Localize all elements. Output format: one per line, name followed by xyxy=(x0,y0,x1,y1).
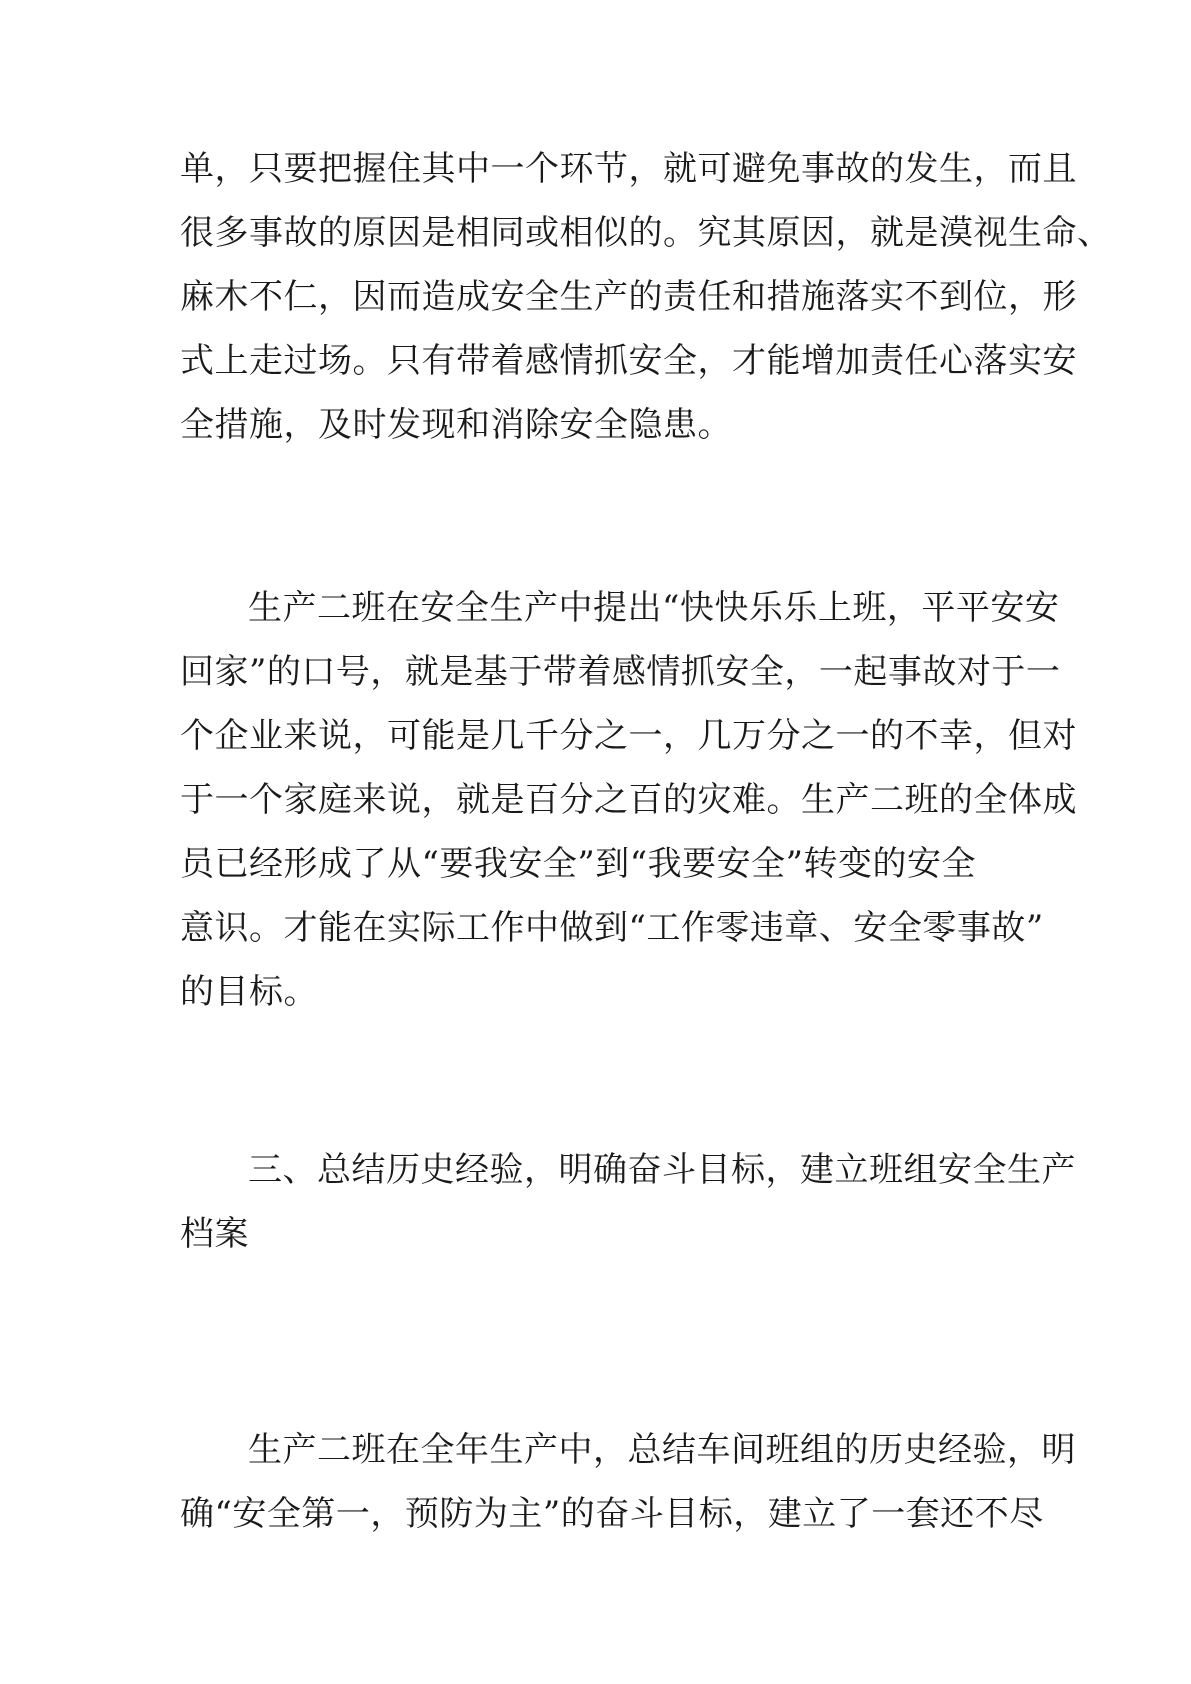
paragraph-continuation xyxy=(180,137,1112,457)
text-line: 确“安全第一，预防为主”的奋斗目标，建立了一套还不尽 xyxy=(180,1494,1044,1534)
heading-line: 档案 xyxy=(180,1214,249,1254)
heading-line: 三、总结历史经验，明确奋斗目标，建立班组安全生产 xyxy=(248,1150,1076,1190)
text-line: 生产二班在全年生产中，总结车间班组的历史经验，明 xyxy=(248,1430,1076,1470)
text-line: 于一个家庭来说，就是百分之百的灾难。生产二班的全体成 xyxy=(180,780,1077,820)
text-line: 麻木不仁，因而造成安全生产的责任和措施落实不到位，形 xyxy=(180,277,1077,317)
text-line: 回家”的口号，就是基于带着感情抓安全，一起事故对于一 xyxy=(180,652,1061,692)
paragraph-history xyxy=(180,1418,1076,1546)
section-heading xyxy=(180,1138,1076,1266)
text-line: 全措施，及时发现和消除安全隐患。 xyxy=(180,405,732,445)
text-line: 很多事故的原因是相同或相似的。究其原因，就是漠视生命、 xyxy=(180,213,1112,253)
text-line: 生产二班在安全生产中提出“快快乐乐上班，平平安安 xyxy=(248,588,1060,628)
paragraph-slogan xyxy=(180,576,1077,1024)
text-line: 意识。才能在实际工作中做到“工作零违章、安全零事故” xyxy=(180,908,1044,948)
text-line: 式上走过场。只有带着感情抓安全，才能增加责任心落实安 xyxy=(180,341,1077,381)
text-line: 单，只要把握住其中一个环节，就可避免事故的发生，而且 xyxy=(180,149,1077,189)
text-line: 员已经形成了从“要我安全”到“我要安全”转变的安全 xyxy=(180,844,977,884)
text-line: 个企业来说，可能是几千分之一，几万分之一的不幸，但对 xyxy=(180,716,1077,756)
text-line: 的目标。 xyxy=(180,972,318,1012)
